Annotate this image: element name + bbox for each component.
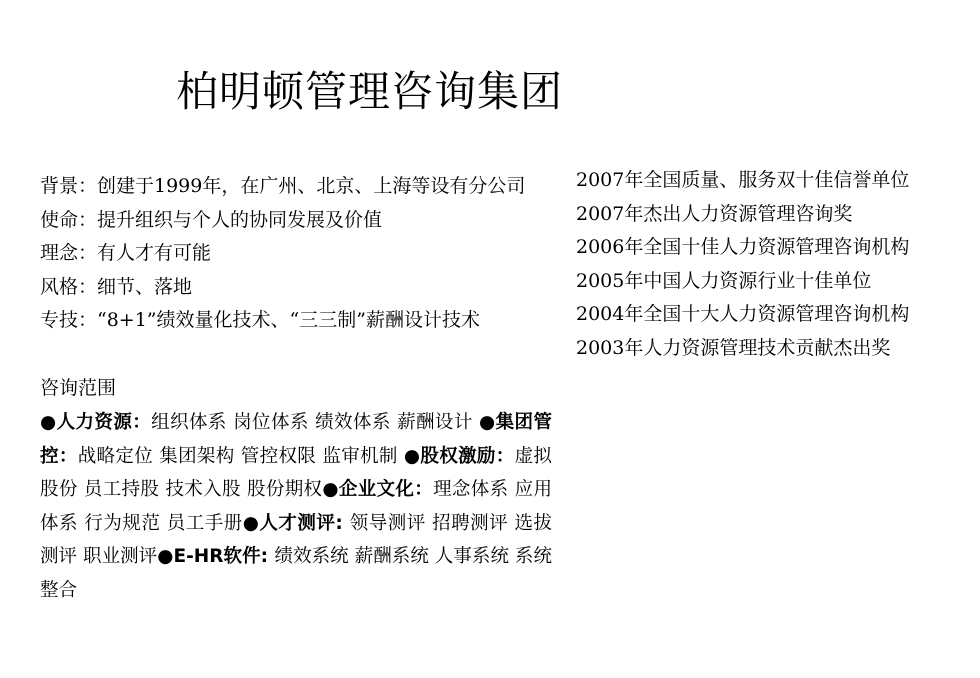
bullet-icon: ● xyxy=(40,412,57,433)
scope-category: 集团管控 xyxy=(40,412,552,467)
award-item: 2003年人力资源管理技术贡献杰出奖 xyxy=(576,336,891,359)
scope-content: 战略定位 集团架构 管控权限 监审机制 xyxy=(77,445,398,467)
info-style: 风格：细节、落地 xyxy=(40,275,193,298)
bullet-icon: ● xyxy=(479,412,496,433)
bullet-icon: ● xyxy=(157,546,174,568)
award-item: 2007年全国质量、服务双十佳信誉单位 xyxy=(576,169,910,191)
scope-separator: ： xyxy=(495,445,515,467)
bullet-icon: ● xyxy=(242,512,260,534)
scope-category: 企业文化 xyxy=(338,479,415,501)
scope-item-hr xyxy=(40,412,479,433)
scope-category: 人才测评 xyxy=(259,512,336,534)
award-item: 2006年全国十佳人力资源管理咨询机构 xyxy=(576,236,910,259)
info-philosophy: 理念：有人才有可能 xyxy=(40,242,212,265)
scope-separator: : xyxy=(260,546,275,568)
scope-separator: : xyxy=(335,512,350,534)
page-title: 柏明顿管理咨询集团 xyxy=(176,67,564,116)
award-item: 2004年全国十大人力资源管理咨询机构 xyxy=(576,303,910,326)
scope-content: 绩效系统 薪酬系统 人事系统 系统整合 xyxy=(40,546,552,601)
info-background: 背景：创建于1999年，在广州、北京、上海等设有分公司 xyxy=(40,175,526,197)
info-mission: 使命：提升组织与个人的协同发展及价值 xyxy=(40,208,383,231)
scope-category: 人力资源 xyxy=(56,412,133,433)
scope-separator: ： xyxy=(132,412,152,433)
company-info-list xyxy=(40,170,560,338)
scope-separator: ： xyxy=(58,445,78,467)
award-item: 2005年中国人力资源行业十佳单位 xyxy=(576,269,872,292)
award-item: 2007年杰出人力资源管理咨询奖 xyxy=(576,202,853,225)
scope-content: 理念体系 应用体系 行为规范 员工手册 xyxy=(40,479,552,534)
scope-content: 组织体系 岗位体系 绩效体系 薪酬设计 xyxy=(151,412,480,433)
bullet-icon: ● xyxy=(403,445,421,467)
consulting-scope-body xyxy=(40,406,552,608)
awards-list xyxy=(576,164,976,366)
consulting-scope-title: 咨询范围 xyxy=(40,377,117,399)
info-expertise: 专技：“8+1”绩效量化技术、“三三制”薪酬设计技术 xyxy=(40,309,480,332)
scope-separator: ： xyxy=(414,479,434,501)
scope-category: 股权激励 xyxy=(420,445,496,467)
scope-content: 领导测评 招聘测评 选拔测评 职业测评 xyxy=(40,512,552,568)
bullet-icon: ● xyxy=(322,479,339,501)
scope-content: 虚拟股份 员工持股 技术入股 股份期权 xyxy=(40,445,552,501)
scope-category: E-HR软件 xyxy=(173,546,261,568)
